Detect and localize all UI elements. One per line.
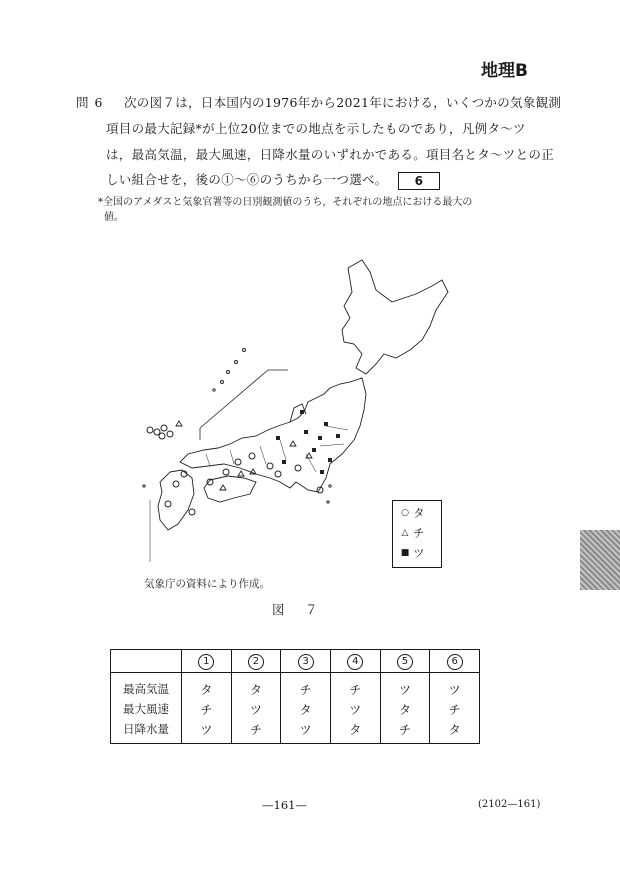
table-cell: チ	[231, 719, 281, 744]
legend-triangle-icon: △	[401, 528, 409, 538]
footnote-line-2: 値。	[104, 212, 124, 223]
exam-code: (2102—161)	[478, 799, 541, 810]
question-number: 問 6	[76, 95, 104, 110]
legend-chi: △ チ	[397, 525, 425, 541]
row-label: 最大風速	[111, 699, 182, 719]
table-cell: ツ	[380, 673, 430, 700]
question-line-2: 項目の最大記録*が上位20位までの地点を示したものであり，凡例タ～ツ	[106, 121, 526, 136]
markers-ta	[147, 425, 323, 515]
legend-ta: ○ タ	[397, 505, 425, 521]
hokkaido	[342, 260, 448, 374]
table-row	[111, 699, 480, 719]
table-cell: タ	[430, 719, 480, 744]
figure-source: 気象庁の資料により作成。	[144, 578, 270, 590]
row-label: 最高気温	[111, 673, 182, 700]
table-cell: タ	[380, 699, 430, 719]
figure-label: 図 ７	[272, 602, 322, 617]
row-label: 日降水量	[111, 719, 182, 744]
answer-table	[110, 649, 480, 744]
option-header[interactable]: 2	[231, 650, 281, 673]
kyushu	[158, 470, 194, 530]
table-cell: チ	[182, 699, 232, 719]
option-header[interactable]: 4	[330, 650, 380, 673]
legend-square-icon: ■	[400, 548, 410, 558]
edge-tab-decoration	[580, 530, 620, 590]
footnote-line-1: *全国のアメダスと気象官署等の日別観測値のうち，それぞれの地点における最大の	[98, 197, 473, 208]
table-row	[111, 673, 480, 700]
legend-circle-icon: ○	[401, 508, 409, 518]
table-corner	[111, 650, 182, 673]
option-header[interactable]: 6	[430, 650, 480, 673]
table-cell: タ	[231, 673, 281, 700]
table-cell: ツ	[281, 719, 331, 744]
option-header[interactable]: 5	[380, 650, 430, 673]
table-cell: チ	[380, 719, 430, 744]
answer-box[interactable]: 6	[398, 172, 440, 190]
markers-tsu	[276, 410, 340, 474]
table-row	[111, 719, 480, 744]
table-cell: ツ	[330, 699, 380, 719]
question-line-1: 次の図７は，日本国内の1976年から2021年における，いくつかの気象観測	[124, 95, 562, 110]
table-cell: チ	[430, 699, 480, 719]
option-header[interactable]: 1	[182, 650, 232, 673]
table-cell: チ	[281, 673, 331, 700]
table-cell: タ	[182, 673, 232, 700]
table-cell: ツ	[182, 719, 232, 744]
question-line-4-text: しい組合せを，後の①～⑥のうちから一つ選べ。	[106, 172, 388, 187]
page-number: —161—	[262, 798, 307, 812]
inset-frame	[200, 370, 288, 440]
question-line-3: は，最高気温，最大風速，日降水量のいずれかである。項目名とタ～ツとの正	[106, 147, 555, 162]
table-cell: ツ	[231, 699, 281, 719]
map-legend	[392, 500, 442, 568]
option-header[interactable]: 3	[281, 650, 331, 673]
table-cell: チ	[330, 673, 380, 700]
subject-title: 地理B	[481, 61, 528, 81]
question-line-4	[106, 170, 440, 190]
markers-chi	[176, 421, 312, 490]
legend-tsu: ■ ツ	[397, 545, 425, 561]
table-cell: ツ	[430, 673, 480, 700]
table-cell: タ	[330, 719, 380, 744]
table-cell: タ	[281, 699, 331, 719]
